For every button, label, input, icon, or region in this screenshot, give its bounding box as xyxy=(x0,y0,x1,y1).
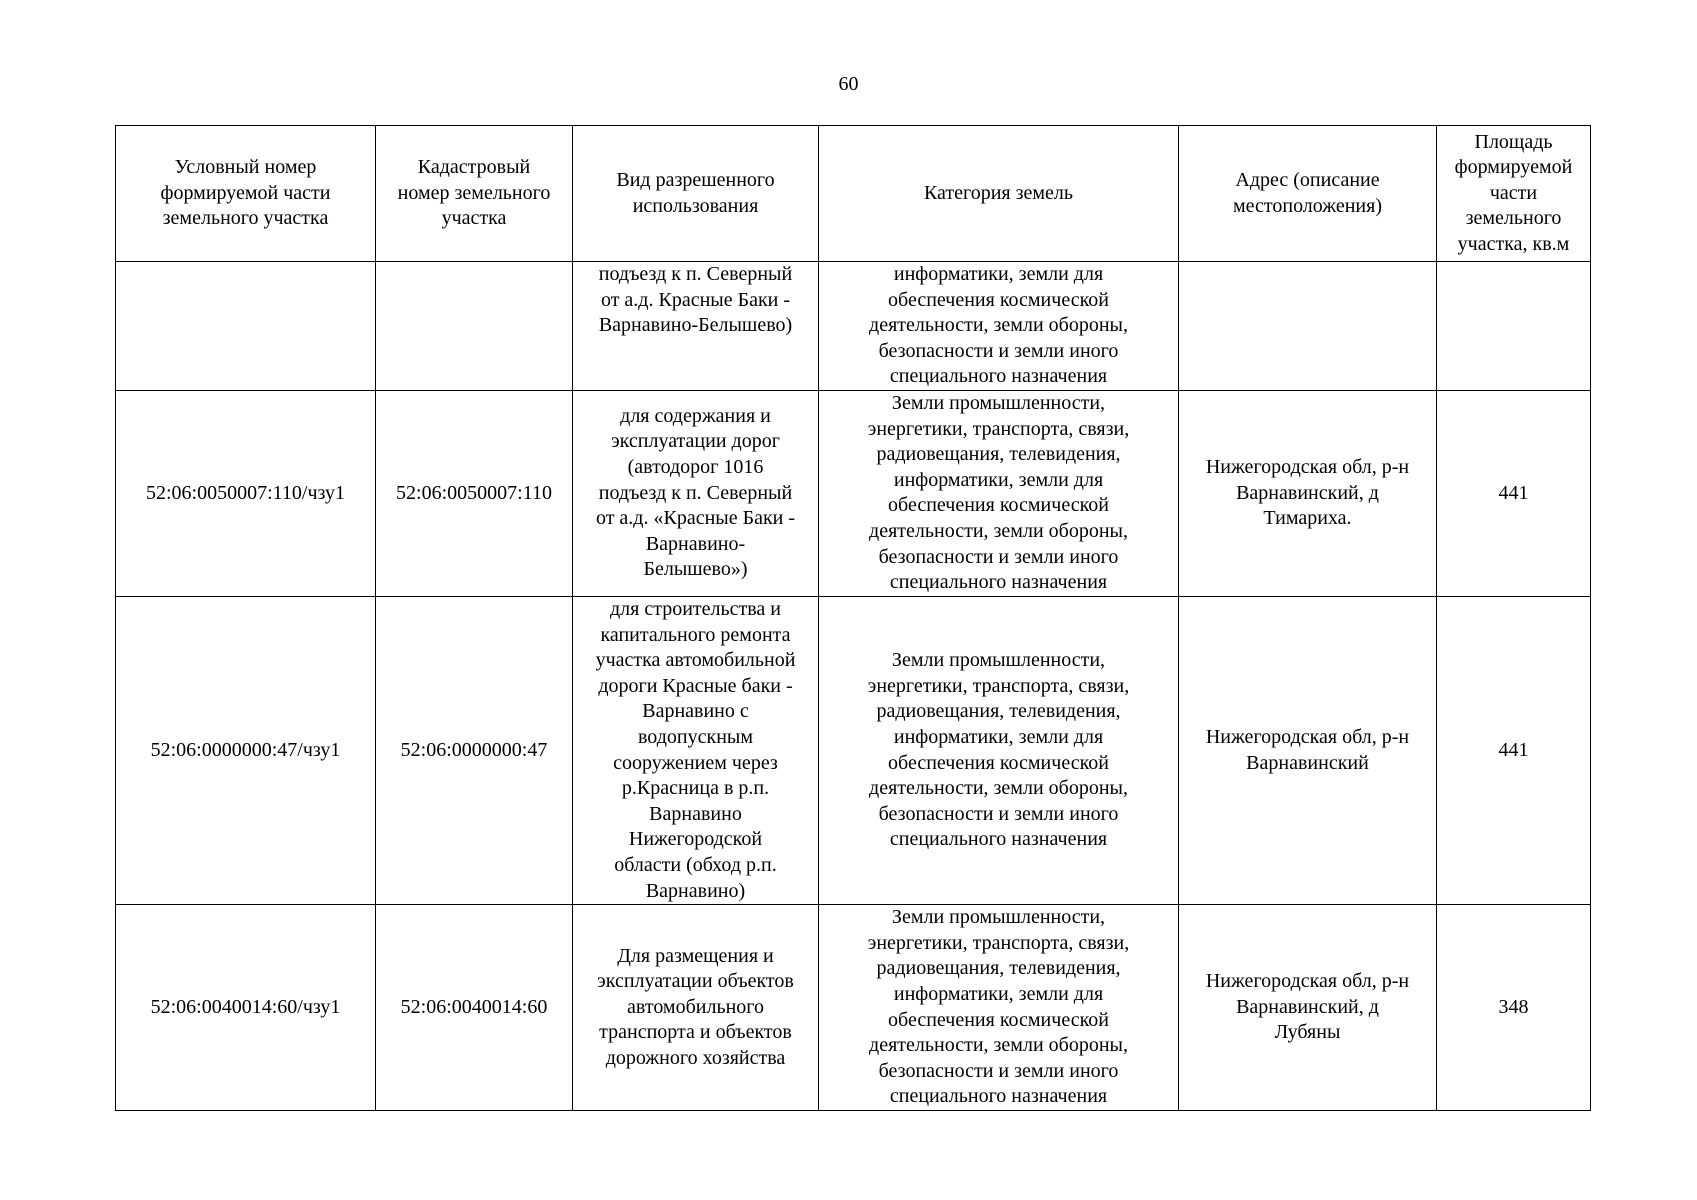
cell-area: 348 xyxy=(1437,905,1591,1111)
cell-permitted-use: Для размещения и эксплуатации объектов автомобильного транспорта и объектов дорожного хозяйства xyxy=(573,905,819,1111)
header-conditional-number: Условный номер формируемой части земельного участка xyxy=(116,126,376,262)
cell-area: 441 xyxy=(1437,596,1591,904)
cell-address: Нижегородская обл, р-н Варнавинский, д Тимариха. xyxy=(1179,390,1437,596)
cell-permitted-use: для содержания и эксплуатации дорог (автодорог 1016 подъезд к п. Северный от а.д. «Красные Баки - Варнавино- Белышево») xyxy=(573,390,819,596)
cell-area: 441 xyxy=(1437,390,1591,596)
header-cadastral-number: Кадастровый номер земельного участка xyxy=(376,126,573,262)
cell-permitted-use: для строительства и капитального ремонта участка автомобильной дороги Красные баки - Варнавино с водопускным сооружением через р.Красница в р.п. Варнавино Нижегородской области (обход р.п. Варнавино) xyxy=(573,596,819,904)
cell-land-category: Земли промышленности, энергетики, транспорта, связи, радиовещания, телевидения, информатики, земли для обеспечения космической деятельности, земли обороны, безопасности и земли иного специального назначения xyxy=(819,905,1179,1111)
cell-conditional-number: 52:06:0050007:110/чзу1 xyxy=(116,390,376,596)
cell-cadastral-number xyxy=(376,262,573,391)
land-plots-table xyxy=(115,125,1591,1111)
cell-address: Нижегородская обл, р-н Варнавинский, д Лубяны xyxy=(1179,905,1437,1111)
cell-cadastral-number: 52:06:0000000:47 xyxy=(376,596,573,904)
cell-area xyxy=(1437,262,1591,391)
cell-cadastral-number: 52:06:0050007:110 xyxy=(376,390,573,596)
page-number: 60 xyxy=(838,73,859,95)
cell-land-category: Земли промышленности, энергетики, транспорта, связи, радиовещания, телевидения, информатики, земли для обеспечения космической деятельности, земли обороны, безопасности и земли иного специального назначения xyxy=(819,390,1179,596)
cell-conditional-number: 52:06:0040014:60/чзу1 xyxy=(116,905,376,1111)
table-header-row xyxy=(116,126,1591,262)
cell-permitted-use: подъезд к п. Северный от а.д. Красные Баки - Варнавино-Белышево) xyxy=(573,262,819,391)
header-area: Площадь формируемой части земельного участка, кв.м xyxy=(1437,126,1591,262)
cell-land-category: Земли промышленности, энергетики, транспорта, связи, радиовещания, телевидения, информатики, земли для обеспечения космической деятельности, земли обороны, безопасности и земли иного специального назначения xyxy=(819,596,1179,904)
cell-address: Нижегородская обл, р-н Варнавинский xyxy=(1179,596,1437,904)
table-row xyxy=(116,905,1591,1111)
table-row xyxy=(116,596,1591,904)
cell-land-category: информатики, земли для обеспечения космической деятельности, земли обороны, безопасности и земли иного специального назначения xyxy=(819,262,1179,391)
header-land-category: Категория земель xyxy=(819,126,1179,262)
cell-address xyxy=(1179,262,1437,391)
cell-cadastral-number: 52:06:0040014:60 xyxy=(376,905,573,1111)
header-address: Адрес (описание местоположения) xyxy=(1179,126,1437,262)
cell-conditional-number: 52:06:0000000:47/чзу1 xyxy=(116,596,376,904)
table-row xyxy=(116,390,1591,596)
table-row xyxy=(116,262,1591,391)
cell-conditional-number xyxy=(116,262,376,391)
header-permitted-use: Вид разрешенного использования xyxy=(573,126,819,262)
